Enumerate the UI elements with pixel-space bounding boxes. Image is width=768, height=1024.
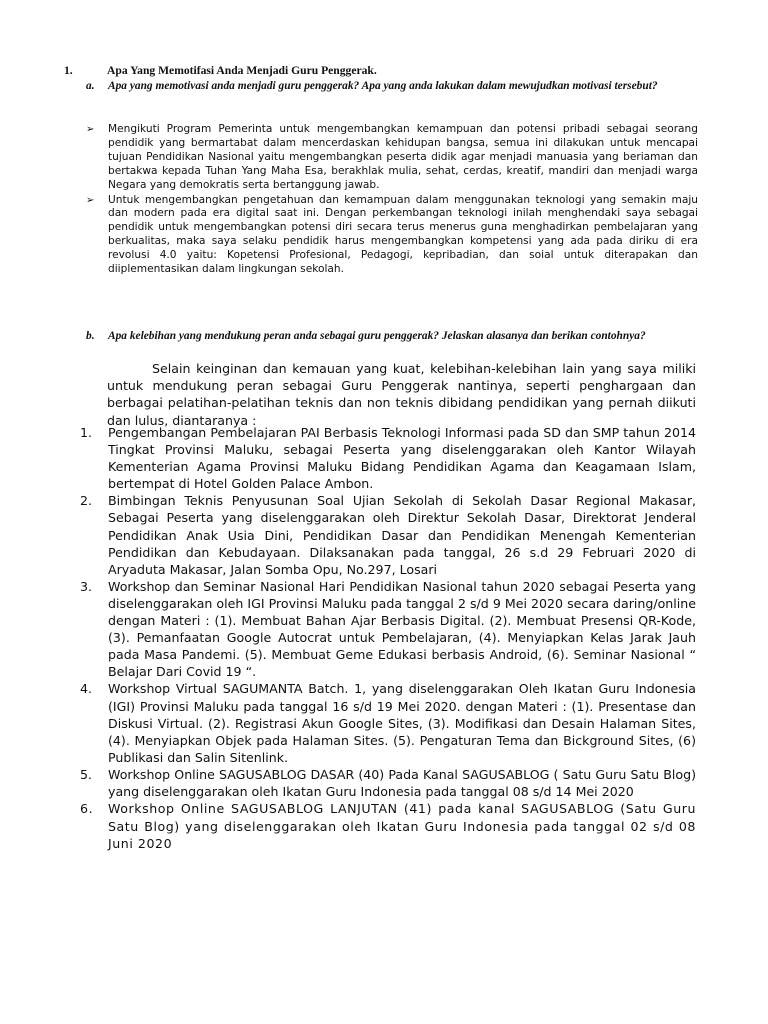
intro-paragraph: [107, 360, 696, 429]
sub-question-text: Apa yang memotivasi anda menjadi guru penggerak? Apa yang anda lakukan dalam mewujudkan motivasi tersebut?: [108, 80, 658, 92]
training-list: [80, 424, 696, 853]
list-item-text: Workshop Online SAGUSABLOG LANJUTAN (41) pada kanal SAGUSABLOG (Satu Guru Satu Blog) yang diselenggarakan oleh Ikatan Guru Indonesia pada tanggal 02 s/d 08 Juni 2020: [108, 801, 696, 852]
list-item-text: Bimbingan Teknis Penyusunan Soal Ujian Sekolah di Sekolah Dasar Regional Makasar, Sebagai Peserta yang diselenggarakan oleh Direktur Sekolah Dasar, Direktorat Jenderal Pendidikan Anak Usia Dini, Pendidikan Dasar dan Pendidikan Menengah Kementerian Pendidikan dan Kebudayaan. Dilaksanakan pada tanggal, 26 s.d 29 Februari 2020 di Aryaduta Makasar, Jalan Somba Opu, No.297, Losari: [108, 493, 696, 577]
bullet-list: [86, 123, 698, 278]
sub-question-b: [86, 329, 698, 343]
arrow-bullet-icon: ➢: [86, 194, 95, 206]
sub-question-a: [86, 79, 698, 93]
bullet-item: [86, 123, 698, 193]
sub-question-letter: a.: [86, 80, 95, 92]
question-title: Apa Yang Memotifasi Anda Menjadi Guru Penggerak.: [107, 64, 377, 77]
list-item-text: Workshop dan Seminar Nasional Hari Pendidikan Nasional tahun 2020 sebagai Peserta yang diselenggarakan oleh IGI Provinsi Maluku pada tanggal 2 s/d 9 Mei 2020 secara daring/online dengan Materi : (1). Membuat Bahan Ajar Berbasis Digital. (2). Membuat Presensi QR-Kode, (3). Pemanfaatan Google Autocrat untuk Pembelajaran, (4). Menyiapkan Kelas Jarak Jauh pada Masa Pandemi. (5). Membuat Geme Edukasi berbasis Android, (6). Seminar Nasional “ Belajar Dari Covid 19 “.: [108, 578, 696, 680]
sub-question-letter: b.: [86, 330, 95, 342]
list-item: [80, 800, 696, 853]
intro-text: Selain keinginan dan kemauan yang kuat, kelebihan-kelebihan lain yang saya miliki untuk mendukung peran sebagai Guru Penggerak nantinya, seperti penghargaan dan berbagai pelatihan-pelatihan teknis dan non teknis dibidang pendidikan yang pernah diikuti dan lulus, diantaranya :: [107, 361, 696, 428]
list-item: [80, 680, 696, 765]
list-number: 3.: [80, 578, 93, 594]
list-item-text: Workshop Online SAGUSABLOG DASAR (40) Pada Kanal SAGUSABLOG ( Satu Guru Satu Blog) yang diselenggarakan oleh Ikatan Guru Indonesia pada tanggal 08 s/d 14 Mei 2020: [108, 766, 696, 799]
sub-question-text: Apa kelebihan yang mendukung peran anda sebagai guru penggerak? Jelaskan alasanya dan berikan contohnya?: [108, 330, 646, 342]
list-item: [80, 424, 696, 492]
question-number: 1.: [64, 64, 73, 77]
list-number: 5.: [80, 766, 93, 782]
bullet-text: Untuk mengembangkan pengetahuan dan kemampuan dalam menggunakan teknologi yang semakin maju dan modern pada era digital saat ini. Dengan perkembangan teknologi inilah menghendaki saya sebagai pendidik untuk mengembangkan potensi diri secara terus menerus guna menghadirkan pembelajaran yang berkualitas, maka saya selaku pendidik harus mengembangkan kompetensi yang ada pada diriku di era revolusi 4.0 yaitu: Kopetensi Profesional, Pedagogi, kepribadian, dan soial untuk diterapakan dan diiplementasikan dalam lingkungan sekolah.: [108, 193, 698, 276]
bullet-text: Mengikuti Program Pemerinta untuk mengembangkan kemampuan dan potensi pribadi sebagai seorang pendidik yang bermartabat dalam mencerdaskan kehidupan bangsa, semua ini dilakukan untuk mencapai tujuan Pendidikan Nasional yaitu mengembangkan peserta didik agar menjadi manuasia yang beriaman dan bertakwa kepada Tuhan Yang Maha Esa, berakhlak mulia, sehat, cerdas, kreatif, mandiri dan menjadi warga Negara yang demokratis serta bertanggung jawab.: [108, 123, 698, 191]
list-item: [80, 766, 696, 800]
list-item-text: Pengembangan Pembelajaran PAI Berbasis Teknologi Informasi pada SD dan SMP tahun 2014 Tingkat Provinsi Maluku, sebagai Peserta yang diselenggarakan oleh Kantor Wilayah Kementerian Agama Provinsi Maluku Bidang Pendidikan Agama dan Keagamaan Islam, bertempat di Hotel Golden Palace Ambon.: [108, 425, 696, 492]
list-item: [80, 492, 696, 577]
list-number: 2.: [80, 493, 93, 509]
list-number: 4.: [80, 681, 93, 697]
bullet-item: [86, 194, 698, 277]
arrow-bullet-icon: ➢: [86, 124, 95, 135]
list-number: 1.: [80, 425, 93, 440]
list-number: 6.: [80, 801, 94, 817]
list-item-text: Workshop Virtual SAGUMANTA Batch. 1, yang diselenggarakan Oleh Ikatan Guru Indonesia (IGI) Provinsi Maluku pada tanggal 16 s/d 19 Mei 2020. dengan Materi : (1). Presentase dan Diskusi Virtual. (2). Registrasi Akun Google Sites, (3). Modifikasi dan Desain Halaman Sites, (4). Menyiapkan Objek pada Halaman Sites. (5). Pengaturan Tema dan Bickground Sites, (6) Publikasi dan Salin Sitenlink.: [108, 681, 696, 765]
list-item: [80, 578, 696, 681]
